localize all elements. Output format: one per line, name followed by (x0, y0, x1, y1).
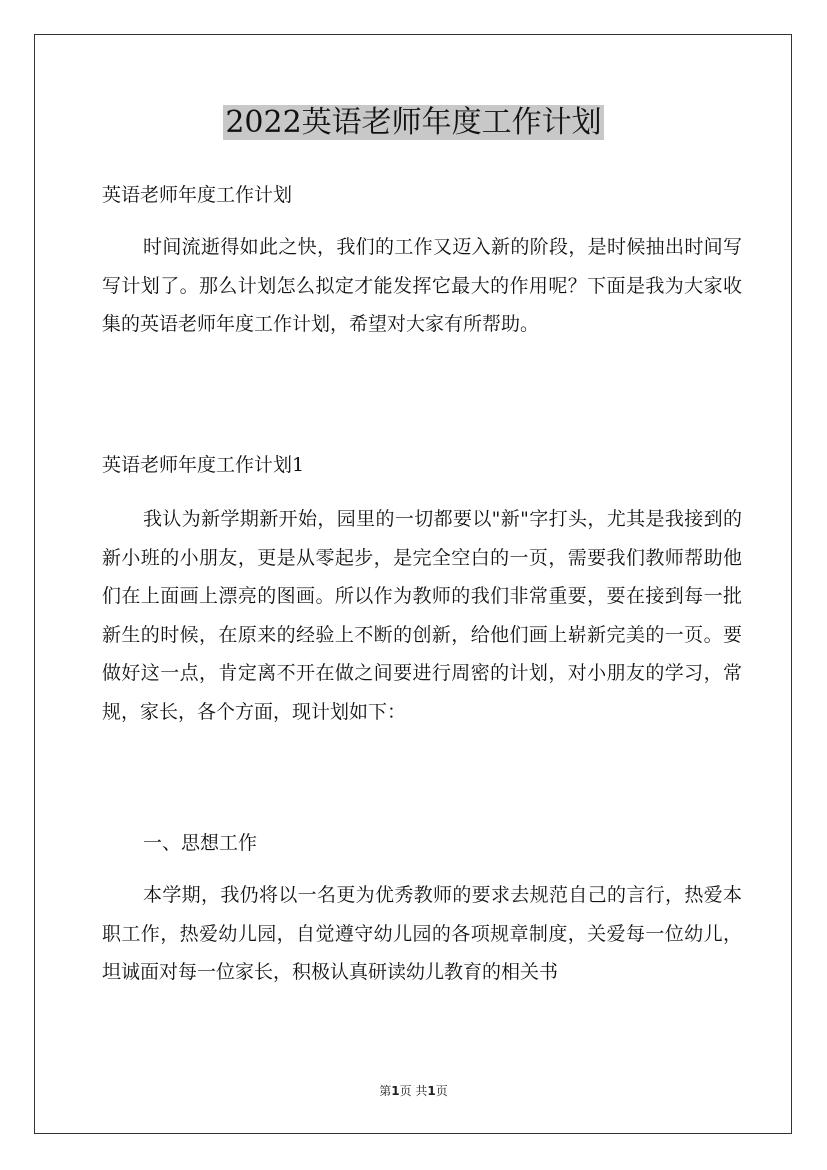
page-footer (0, 1082, 827, 1099)
footer-page-prefix: 第 (379, 1084, 392, 1098)
intro-paragraph: 时间流逝得如此之快，我们的工作又迈入新的阶段，是时候抽出时间写写计划了。那么计划怎么拟定才能发挥它最大的作用呢？下面是我为大家收集的英语老师年度工作计划，希望对大家有所帮助。 (102, 236, 742, 335)
footer-page-suffix: 页 (435, 1084, 448, 1098)
plan-1-heading: 英语老师年度工作计划1 (102, 454, 305, 476)
footer-page-current: 1 (391, 1084, 400, 1098)
ideology-paragraph: 本学期，我仍将以一名更为优秀教师的要求去规范自己的言行，热爱本职工作，热爱幼儿园，自觉遵守幼儿园的各项规章制度，关爱每一位幼儿，坦诚面对每一位家长，积极认真研读幼儿教育的相关书 (102, 884, 742, 983)
document-title (0, 102, 827, 144)
plan-1-paragraph: 我认为新学期新开始，园里的一切都要以"新"字打头，尤其是我接到的新小班的小朋友，更是从零起步，是完全空白的一页，需要我们教师帮助他们在上面画上漂亮的图画。所以作为教师的我们非常重要，要在接到每一批新生的时候，在原来的经验上不断的创新，给他们画上崭新完美的一页。要做好这一点，肯定离不开在做之间要进行周密的计划，对小朋友的学习，常规，家长，各个方面，现计划如下： (102, 508, 742, 723)
document-title-text: 2022英语老师年度工作计划 (225, 105, 602, 140)
subtitle-heading: 英语老师年度工作计划 (102, 184, 293, 206)
section-heading-ideology: 一、思想工作 (143, 832, 258, 854)
footer-page-middle: 页 共 (399, 1084, 428, 1098)
footer-page-total: 1 (427, 1084, 436, 1098)
